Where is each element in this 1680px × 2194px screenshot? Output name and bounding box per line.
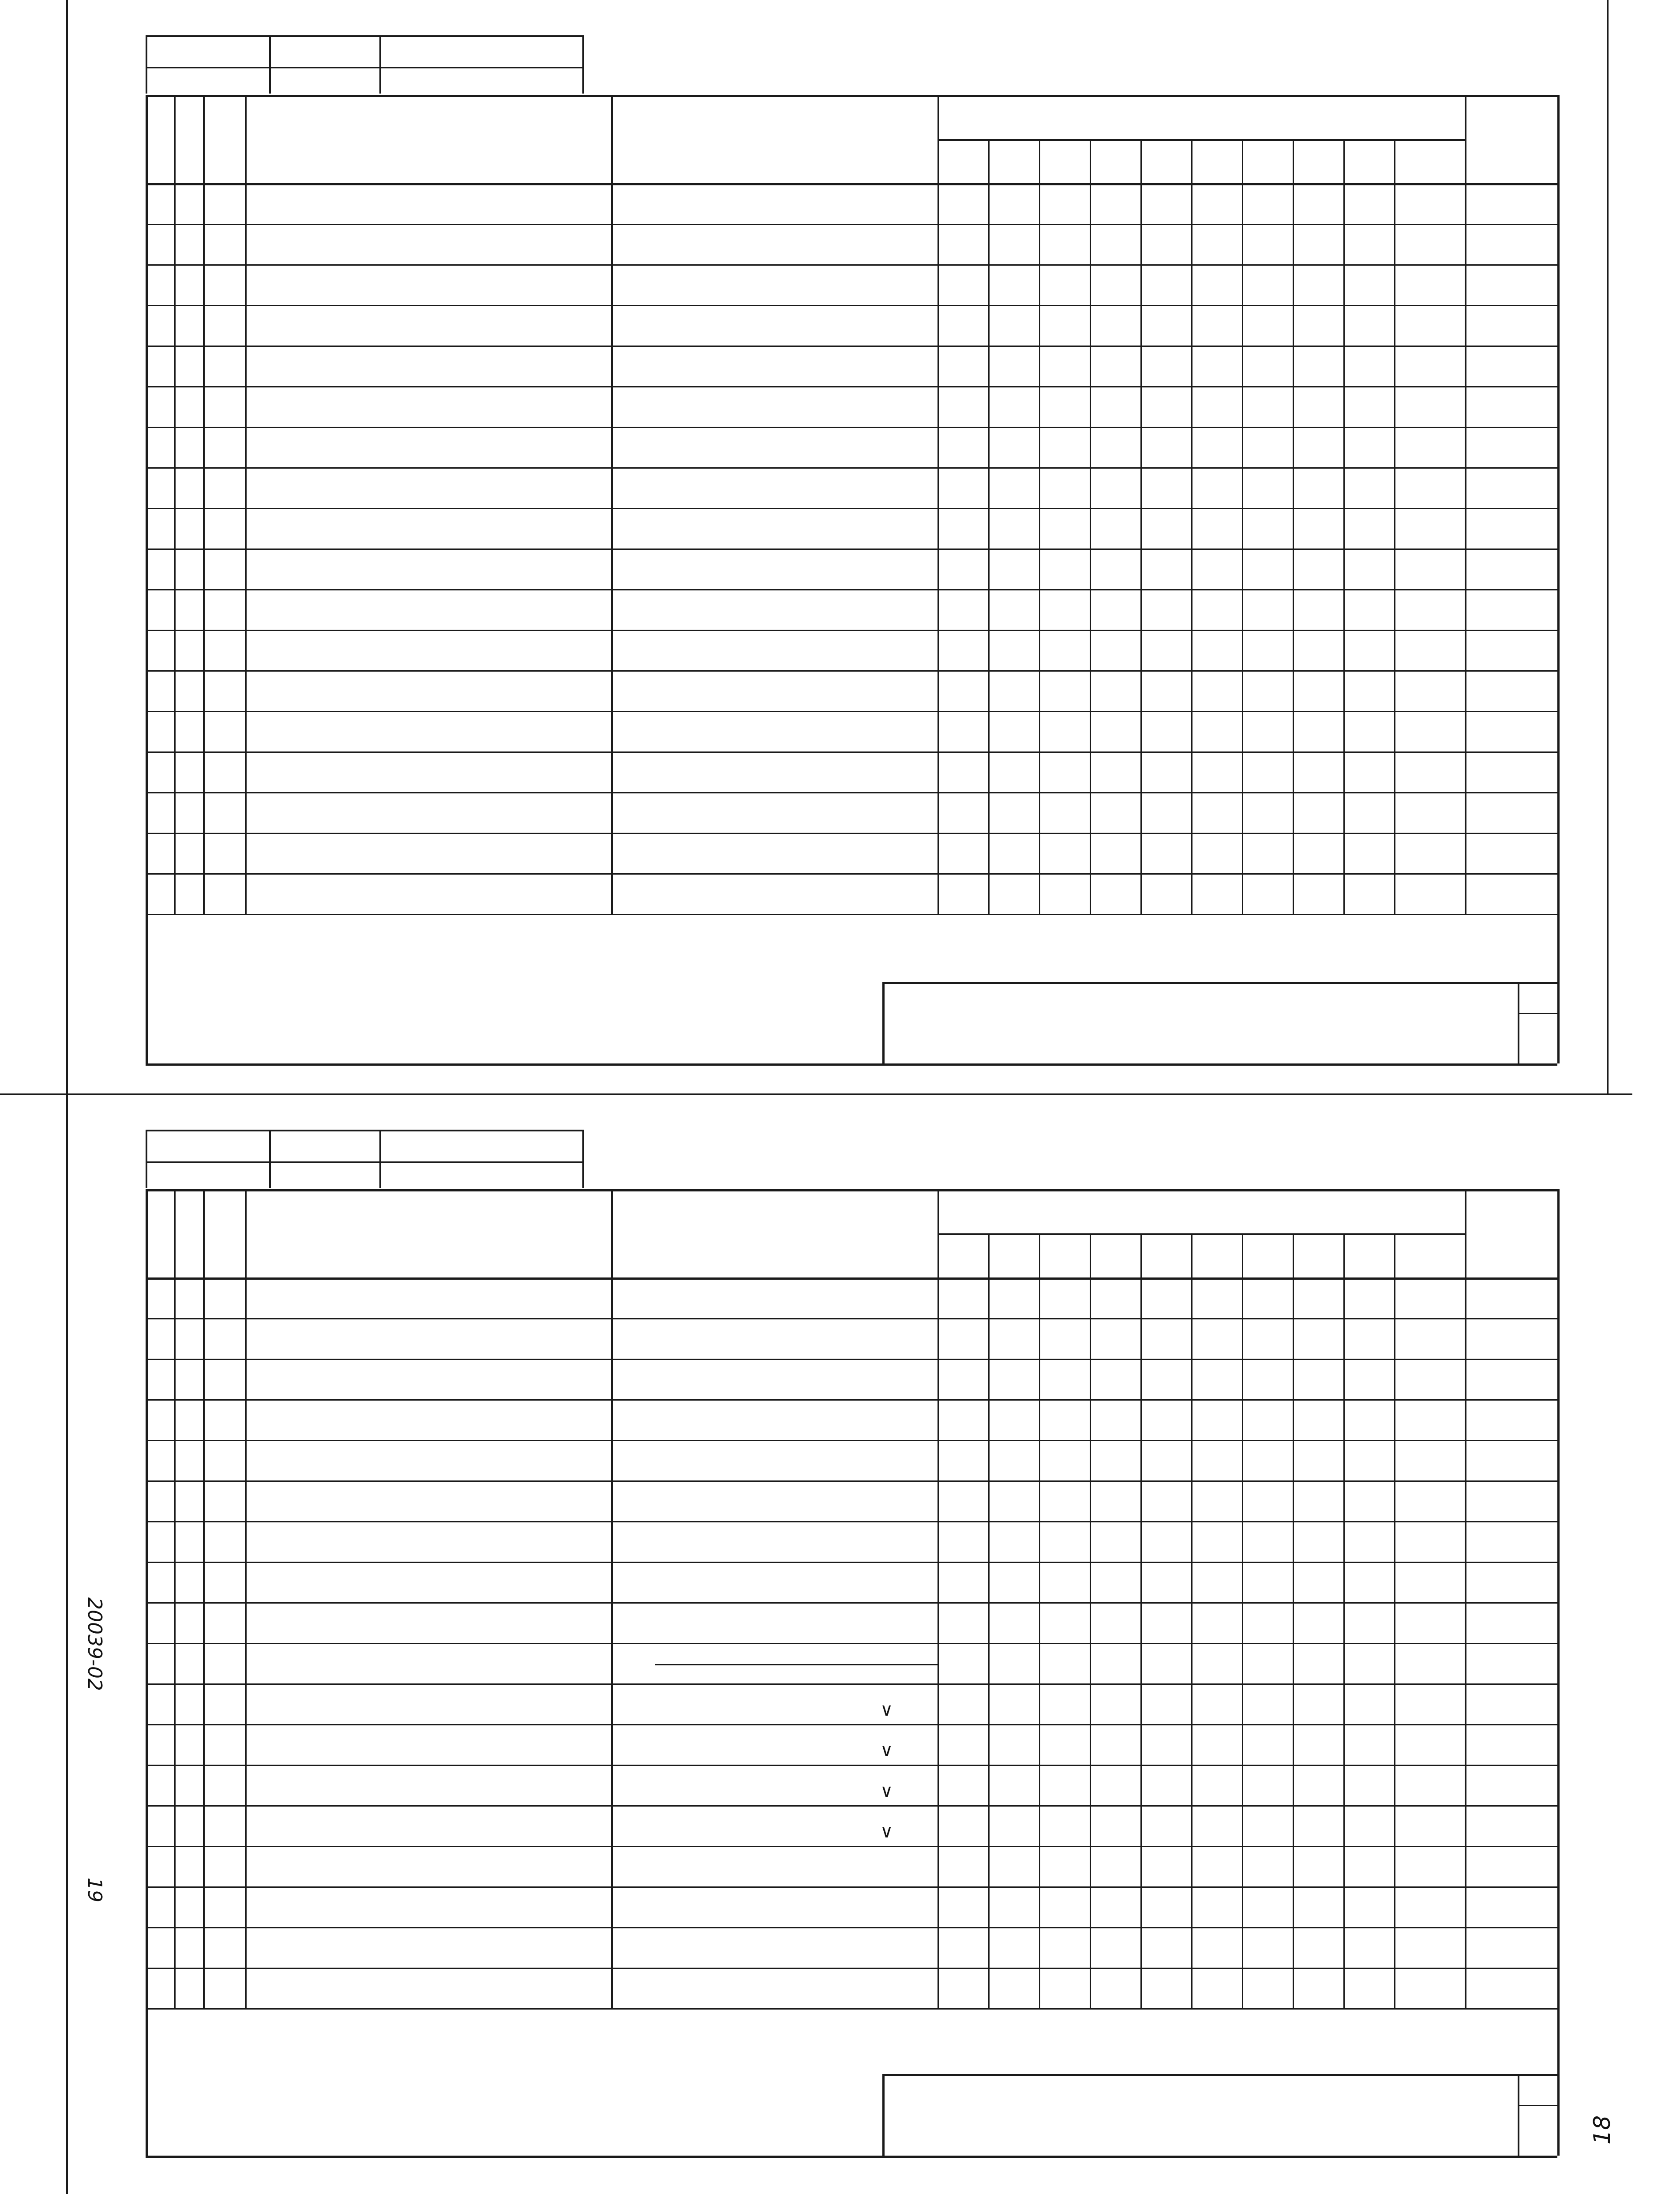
col-rule-qty-extra xyxy=(1191,1233,1192,2008)
title-block-left-rule xyxy=(882,2074,885,2156)
table-left-rule xyxy=(146,95,148,1063)
row-rule xyxy=(146,1927,1557,1928)
col-rule-des xyxy=(245,1189,247,2008)
row-rule xyxy=(146,1562,1557,1563)
sheet-separator xyxy=(0,1093,1632,1095)
col-rule-qty-extra xyxy=(1343,1233,1345,2008)
row-rule xyxy=(146,792,1557,793)
col-rule-name xyxy=(611,1189,613,2008)
frame-bottom-rule xyxy=(146,1063,1557,1066)
col-rule-pos xyxy=(203,95,205,914)
col-rule-des xyxy=(245,95,247,914)
col-rule-qty-extra xyxy=(1242,1233,1243,2008)
qty-header-rule xyxy=(938,139,1465,141)
row-rule xyxy=(146,224,1557,225)
row-rule xyxy=(146,914,1557,915)
page-number-left: 19 xyxy=(83,1878,106,1902)
col-rule-qty-extra xyxy=(1394,139,1395,914)
row-rule xyxy=(146,1643,1557,1644)
stamp-col-rule xyxy=(146,1130,147,1188)
title-block-top-rule xyxy=(882,982,1557,984)
drawing-sheet-3 xyxy=(0,0,1680,1094)
col-rule-pos xyxy=(203,1189,205,2008)
row-rule xyxy=(146,427,1557,428)
page-right-border xyxy=(1607,0,1609,1094)
stamp-mid-rule xyxy=(146,67,582,68)
archive-number: 20039-02 xyxy=(83,1597,106,1691)
stamp-col-rule xyxy=(582,35,584,94)
col-rule-name xyxy=(611,95,613,914)
title-block-left-rule xyxy=(882,982,885,1063)
header-bottom-rule xyxy=(146,1277,1557,1280)
row-rule xyxy=(146,1318,1557,1319)
row-rule xyxy=(146,1805,1557,1807)
col-rule-zone xyxy=(174,1189,176,2008)
page-number-right: 18 xyxy=(1589,2115,1616,2145)
col-rule-qty-extra xyxy=(1394,1233,1395,2008)
stamp-col-rule xyxy=(582,1130,584,1188)
col-rule-q1 xyxy=(988,139,990,914)
title-block-top-rule xyxy=(882,2074,1557,2076)
roughness-check: ∨ xyxy=(880,1700,893,1720)
col-rule-qty-extra xyxy=(1191,139,1192,914)
roughness-check: ∨ xyxy=(880,1822,893,1842)
col-rule-q3 xyxy=(1090,139,1091,914)
stamp-col-rule xyxy=(379,35,381,94)
qty-header-rule xyxy=(938,1233,1465,1235)
col-rule-qty-extra xyxy=(1343,139,1345,914)
roughness-check: ∨ xyxy=(880,1740,893,1761)
row-rule xyxy=(146,1440,1557,1441)
stamp-col-rule xyxy=(146,35,147,94)
col-rule-q2 xyxy=(1039,139,1040,914)
table-left-rule xyxy=(146,1189,148,2156)
roughness-check: ∨ xyxy=(880,1781,893,1801)
row-rule xyxy=(146,833,1557,834)
row-rule xyxy=(146,1602,1557,1604)
row-rule xyxy=(146,264,1557,266)
row-rule xyxy=(146,548,1557,550)
sheet-no-rule xyxy=(1518,1013,1557,1014)
col-rule-q0 xyxy=(938,1189,939,2008)
row-rule xyxy=(146,1765,1557,1766)
col-rule-note xyxy=(1465,1189,1466,2008)
col-rule-qty-extra xyxy=(1293,139,1294,914)
row-rule xyxy=(146,1359,1557,1360)
stamp-top-rule xyxy=(146,35,582,37)
stamp-mid-rule xyxy=(146,1161,582,1163)
col-rule-qty-extra xyxy=(1293,1233,1294,2008)
row-rule xyxy=(146,2008,1557,2010)
col-rule-qty-extra xyxy=(1242,139,1243,914)
col-rule-q2 xyxy=(1039,1233,1040,2008)
row-rule xyxy=(146,1399,1557,1401)
stamp-top-rule xyxy=(146,1130,582,1131)
frame-bottom-rule xyxy=(146,2156,1557,2158)
row-rule xyxy=(146,508,1557,509)
col-rule-qty-extra xyxy=(1140,1233,1142,2008)
sheet-no-rule xyxy=(1518,2105,1557,2106)
drawing-sheet-4 xyxy=(0,1094,1680,2194)
row-rule xyxy=(146,630,1557,631)
col-rule-q3 xyxy=(1090,1233,1091,2008)
col-rule-qty-extra xyxy=(1140,139,1142,914)
row-rule xyxy=(146,873,1557,875)
row-rule xyxy=(146,751,1557,753)
row-rule xyxy=(146,711,1557,712)
row-rule xyxy=(146,386,1557,387)
table-top-rule xyxy=(146,1189,1557,1191)
row-rule xyxy=(146,1846,1557,1847)
title-block-sheet-rule xyxy=(1518,2074,1519,2156)
row-rule xyxy=(146,670,1557,672)
row-rule xyxy=(146,1886,1557,1888)
row-rule xyxy=(146,589,1557,590)
stamp-col-rule xyxy=(269,1130,271,1188)
table-right-rule xyxy=(1557,95,1560,1063)
stamp-col-rule xyxy=(379,1130,381,1188)
col-rule-zone xyxy=(174,95,176,914)
row-rule xyxy=(146,1480,1557,1482)
row-rule xyxy=(146,1521,1557,1522)
row-rule xyxy=(146,346,1557,347)
row-rule xyxy=(146,1968,1557,1969)
row-rule xyxy=(146,1724,1557,1725)
col-rule-note xyxy=(1465,95,1466,914)
row-rule xyxy=(146,305,1557,306)
row-rule xyxy=(146,1683,1557,1685)
col-rule-q1 xyxy=(988,1233,990,2008)
row-rule xyxy=(146,467,1557,469)
stamp-col-rule xyxy=(269,35,271,94)
title-block-sheet-rule xyxy=(1518,982,1519,1063)
page-left-border xyxy=(66,0,68,2194)
col-rule-q0 xyxy=(938,95,939,914)
table-top-rule xyxy=(146,95,1557,97)
table-right-rule xyxy=(1557,1189,1560,2156)
fraction-bar xyxy=(655,1664,938,1665)
header-bottom-rule xyxy=(146,183,1557,185)
